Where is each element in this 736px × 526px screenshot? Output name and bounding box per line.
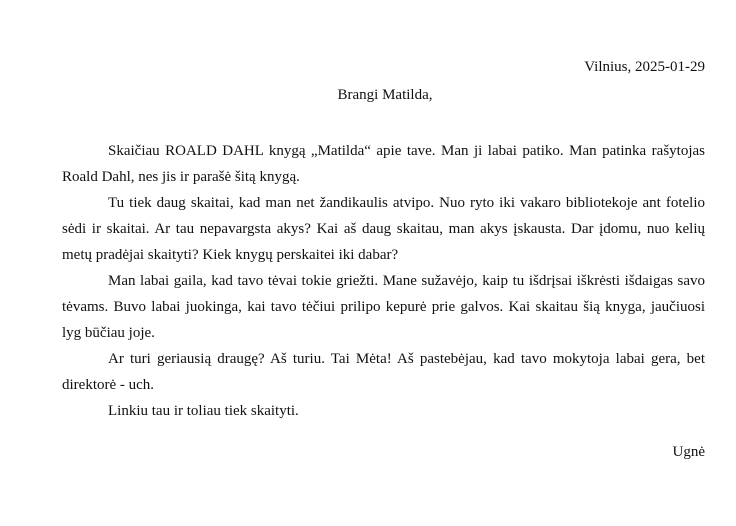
paragraph: Ar turi geriausią draugę? Aš turiu. Tai Mėta! Aš pastebėjau, kad tavo mokytoja labai gera, bet direktorė - uch. xyxy=(62,351,705,393)
greeting: Brangi Matilda, xyxy=(337,87,433,103)
signature: Ugnė xyxy=(672,444,705,460)
paragraph: Linkiu tau ir toliau tiek skaityti. xyxy=(108,403,299,419)
paragraph: Tu tiek daug skaitai, kad man net žandikaulis atvipo. Nuo ryto iki vakaro bibliotekoje ant fotelio sėdi ir skaitai. Ar tau nepavargsta akys? Kai aš daug skaitau, man akys įskausta. Dar įdomu, nuo kelių metų pradėjai skaityti? Kiek knygų perskaitei iki dabar? xyxy=(62,195,705,263)
paragraph: Man labai gaila, kad tavo tėvai tokie griežti. Mane sužavėjo, kaip tu išdrįsai iškrėsti išdaigas savo tėvams. Buvo labai juokinga, kai tavo tėčiui prilipo kepurė prie galvos. Kai skaitau šią knyga, jaučiuosi lyg būčiau joje. xyxy=(62,273,705,341)
date-line: Vilnius, 2025-01-29 xyxy=(584,59,705,75)
letter-body xyxy=(62,138,705,424)
paragraph: Skaičiau ROALD DAHL knygą „Matilda“ apie tave. Man ji labai patiko. Man patinka rašytojas Roald Dahl, nes jis ir parašė šitą knygą. xyxy=(62,143,705,185)
